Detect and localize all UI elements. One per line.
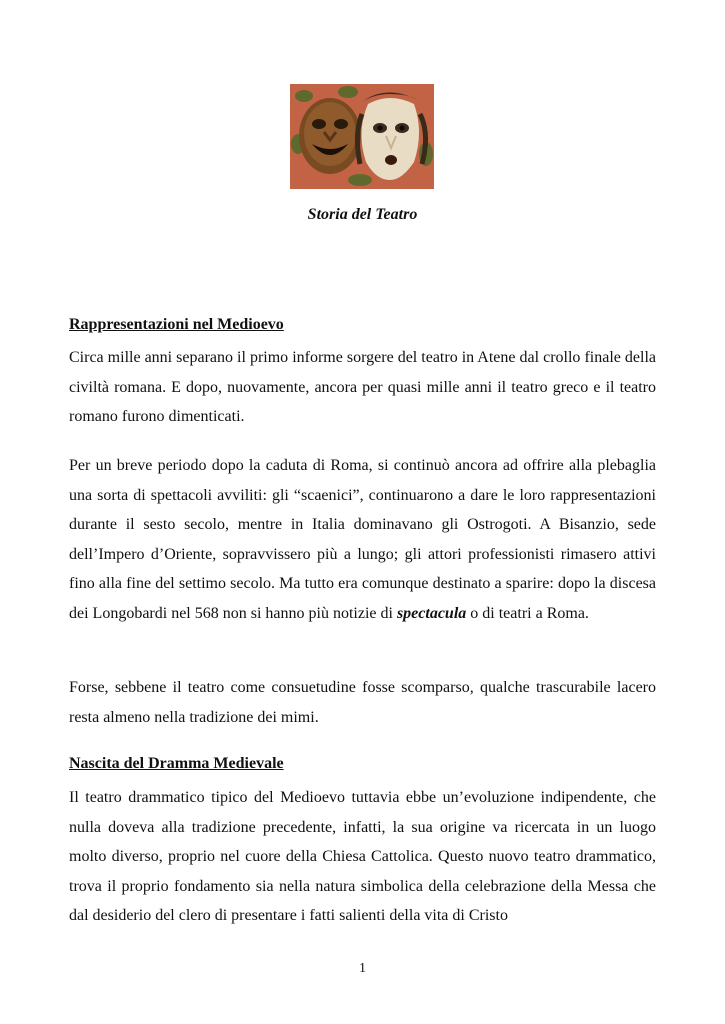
paragraph-4: Il teatro drammatico tipico del Medioevo tuttavia ebbe un’evoluzione indipendente, che nulla doveva alla tradizione precedente, infatti, la sua origine va ricercata in un luogo molto diverso, proprio nel cuore della Chiesa Cattolica. Questo nuovo teatro drammatico, trova il proprio fondamento sia nella natura simbolica della celebrazione della Messa che dal desiderio del clero di presentare i fatti salienti della vita di Cristo bbox=[69, 789, 656, 924]
paragraph-2-text-before: Per un breve periodo dopo la caduta di Roma, si continuò ancora ad offrire alla plebaglia una sorta di spettacoli avviliti: gli “scaenici”, continuarono a dare le loro rappresentazioni durante il sesto secolo, mentre in Italia dominavano gli Ostrogoti. A Bisanzio, sede dell’Impero d’Oriente, sopravvissero più a lungo; gli attori professionisti rimasero attivi fino alla fine del settimo secolo. Ma tutto era comunque destinato a sparire: dopo la discesa dei Longobardi nel 568 non si hanno più notizie di bbox=[69, 457, 656, 622]
section-heading-dramma: Nascita del Dramma Medievale bbox=[69, 755, 284, 772]
paragraph-2-text-after: o di teatri a Roma. bbox=[466, 604, 589, 622]
document-title: Storia del Teatro bbox=[307, 206, 418, 223]
paragraph-1: Circa mille anni separano il primo informe sorgere del teatro in Atene dal crollo finale della civiltà romana. E dopo, nuovamente, ancora per quasi mille anni il teatro greco e il teatro romano furono dimenticati. bbox=[69, 349, 656, 425]
paragraph-2-emphasis: spectacula bbox=[396, 604, 467, 622]
section-heading-medioevo: Rappresentazioni nel Medioevo bbox=[69, 316, 284, 333]
paragraph-2 bbox=[69, 451, 656, 628]
page-number: 1 bbox=[359, 961, 366, 976]
paragraph-3: Forse, sebbene il teatro come consuetudine fosse scomparso, qualche trascurabile lacero resta almeno nella tradizione dei mimi. bbox=[69, 679, 656, 726]
theatre-masks-image bbox=[290, 84, 434, 189]
